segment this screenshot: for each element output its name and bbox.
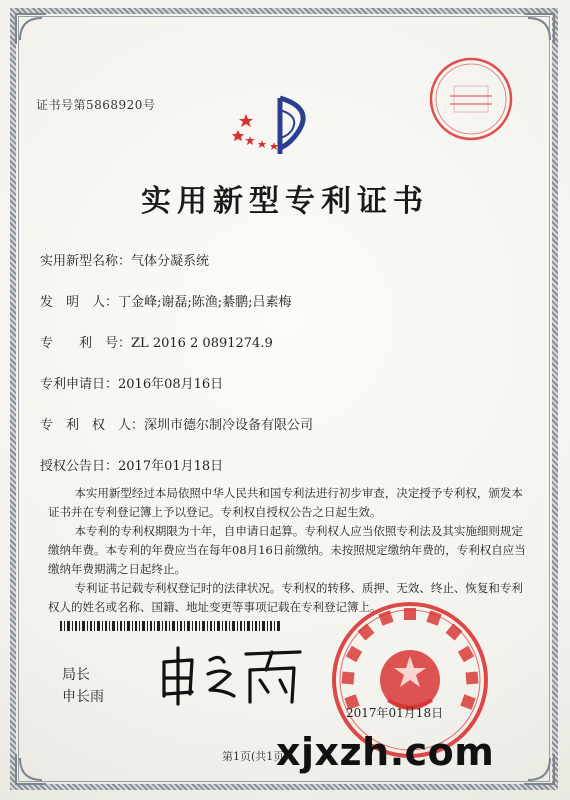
field-value: 2017年01月18日	[118, 459, 224, 474]
certificate-number: 证书号第5868920号	[36, 98, 156, 112]
field-value: 深圳市德尔制冷设备有限公司	[144, 418, 314, 433]
field-value: ZL 2016 2 0891274.9	[131, 336, 273, 351]
page-title: 实用新型专利证书	[141, 184, 429, 219]
field-label: 专 利 号：	[40, 336, 132, 351]
corner-ornament-icon	[522, 752, 556, 786]
utility-model-name-row	[40, 250, 209, 269]
patent-number-row	[40, 332, 273, 351]
field-label: 发 明 人：	[40, 295, 119, 310]
filing-date-row	[40, 373, 223, 392]
certificate-body-text	[48, 484, 528, 617]
patent-office-logo-icon	[228, 92, 328, 162]
seal-date: 2017年01月18日	[346, 706, 444, 720]
field-value: 气体分凝系统	[131, 254, 210, 269]
director-name: 申长雨	[62, 689, 104, 705]
body-paragraph: 本实用新型经过本局依照中华人民共和国专利法进行初步审查，决定授予专利权，颁发本证书并在专利登记簿上予以登记。专利权自授权公告之日起生效。	[48, 486, 523, 519]
corner-ornament-icon	[14, 12, 48, 46]
director-title: 局长	[62, 667, 90, 683]
barcode-icon	[60, 621, 280, 631]
page-number: 第1页(共1页)	[222, 750, 289, 763]
office-seal-icon	[428, 56, 514, 142]
corner-ornament-icon	[522, 12, 556, 46]
watermark: xjxzh.com	[276, 730, 495, 774]
field-label: 专利申请日：	[40, 377, 119, 392]
inventor-row	[40, 291, 292, 310]
patentee-row	[40, 414, 313, 433]
field-value: 丁金峰;谢磊;陈渔;綦鹏;吕素梅	[118, 295, 292, 310]
field-label: 授权公告日：	[40, 459, 119, 474]
body-paragraph: 本专利的专利权期限为十年，自申请日起算。专利权人应当依照专利法及其实施细则规定缴纳年费。本专利的年费应当在每年08月16日前缴纳。未按照规定缴纳年费的，专利权自应当缴纳年费期满之日起终止。	[48, 524, 526, 576]
announcement-date-row	[40, 455, 223, 474]
field-value: 2016年08月16日	[118, 377, 224, 392]
field-label: 实用新型名称：	[40, 254, 132, 269]
field-label: 专 利 权 人：	[40, 418, 145, 433]
handwritten-signature-icon	[158, 640, 308, 710]
body-paragraph: 专利证书记载专利权登记时的法律状况。专利权的转移、质押、无效、终止、恢复和专利权人的姓名或名称、国籍、地址变更等事项记载在专利登记簿上。	[48, 581, 523, 614]
corner-ornament-icon	[14, 752, 48, 786]
